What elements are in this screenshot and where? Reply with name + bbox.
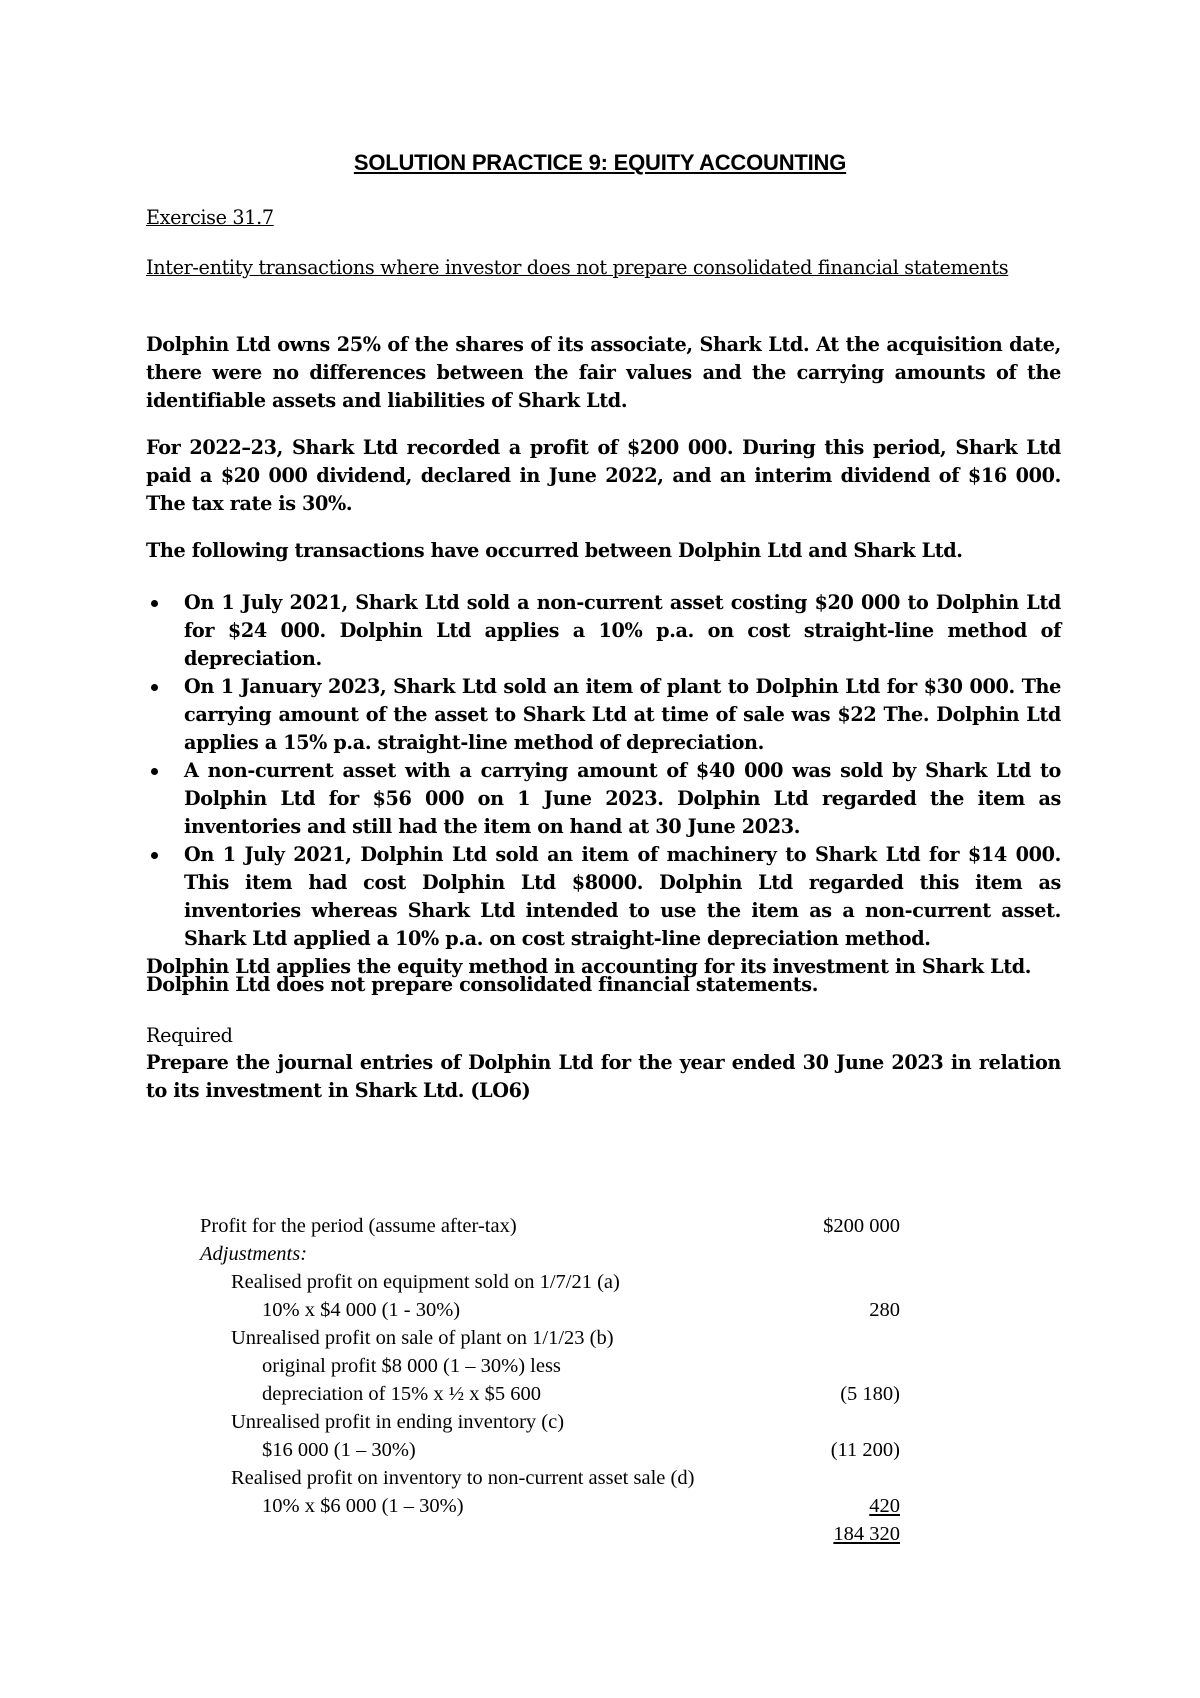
- subheading-text: Inter-entity transactions where investor does not prepare consolidated financial statements: [146, 256, 1009, 279]
- adjustment-b-calc: original profit $8 000 (1 – 30%) less: [262, 1355, 561, 1377]
- paragraph-profit: For 2022–23, Shark Ltd recorded a profit of $200 000. During this period, Shark Ltd paid a $20 000 dividend, declared in June 2022, and an interim dividend of $16 000. The tax rate is 30%.: [146, 436, 1061, 515]
- table-row: [200, 1352, 900, 1380]
- adjustment-b-calc: depreciation of 15% x ½ x $5 600: [262, 1383, 541, 1405]
- table-row: [200, 1464, 900, 1492]
- adjustment-c-label: Unrealised profit in ending inventory (c): [231, 1411, 565, 1433]
- list-item-text: On 1 July 2021, Dolphin Ltd sold an item of machinery to Shark Ltd for $14 000. This item had cost Dolphin Ltd $8000. Dolphin Ltd regarded this item as inventories whereas Shark Ltd intended to use the item as a non-current asset. Shark Ltd applied a 10% p.a. on cost straight-line depreciation method.: [184, 843, 1061, 950]
- table-row: [200, 1324, 900, 1352]
- table-row: [200, 1408, 900, 1436]
- profit-label: Profit for the period (assume after-tax): [200, 1215, 517, 1237]
- table-row: [200, 1520, 900, 1548]
- profit-amount: $200 000: [823, 1215, 900, 1237]
- table-row: [200, 1240, 900, 1268]
- list-item: [146, 757, 1061, 841]
- adjustment-b-label: Unrealised profit on sale of plant on 1/1/23 (b): [231, 1327, 614, 1349]
- required-text: Prepare the journal entries of Dolphin Ltd for the year ended 30 June 2023 in relation to its investment in Shark Ltd. (LO6): [146, 1051, 1061, 1102]
- subheading: [146, 254, 1061, 282]
- bullet-icon: [151, 852, 158, 859]
- table-row: [200, 1492, 900, 1520]
- adjustment-a-calc: 10% x $4 000 (1 - 30%): [262, 1299, 461, 1321]
- paragraph-associate: Dolphin Ltd owns 25% of the shares of its associate, Shark Ltd. At the acquisition date, there were no differences between the fair values and the carrying amounts of the identifiable assets and liabilities of Shark Ltd.: [146, 333, 1061, 412]
- required-label: Required: [146, 1024, 233, 1047]
- equity-method-note: Dolphin Ltd applies the equity method in accounting for its investment in Shark Ltd.: [146, 955, 1032, 978]
- exercise-heading: [146, 204, 1061, 232]
- list-item-text: A non-current asset with a carrying amount of $40 000 was sold by Shark Ltd to Dolphin Ltd for $56 000 on 1 June 2023. Dolphin Ltd regarded the item as inventories and still had the item on hand at 30 June 2023.: [184, 759, 1061, 838]
- adjustment-a-amount: 280: [869, 1299, 900, 1321]
- table-row: [200, 1268, 900, 1296]
- list-item: [146, 841, 1061, 953]
- page-title: SOLUTION PRACTICE 9: EQUITY ACCOUNTING: [353, 150, 847, 175]
- table-row: [200, 1436, 900, 1464]
- profit-adjustment-calculation: [200, 1212, 900, 1548]
- total-amount: [780, 1520, 900, 1548]
- adjustment-d-label: Realised profit on inventory to non-current asset sale (d): [231, 1467, 695, 1489]
- adjustment-d-amount: [780, 1492, 900, 1520]
- bullet-icon: [151, 768, 158, 775]
- paragraph-transactions-intro: The following transactions have occurred between Dolphin Ltd and Shark Ltd.: [146, 539, 963, 562]
- table-row: [200, 1296, 900, 1324]
- bullet-icon: [151, 684, 158, 691]
- adjustments-label: Adjustments:: [200, 1243, 308, 1265]
- bullet-icon: [151, 600, 158, 607]
- adjustment-d-value: 420: [869, 1495, 900, 1517]
- no-consolidation-note: Dolphin Ltd does not prepare consolidated financial statements.: [146, 973, 819, 996]
- list-item-text: On 1 January 2023, Shark Ltd sold an item of plant to Dolphin Ltd for $30 000. The carrying amount of the asset to Shark Ltd at time of sale was $22 The. Dolphin Ltd applies a 15% p.a. straight-line method of depreciation.: [184, 675, 1061, 754]
- adjustment-d-calc: 10% x $6 000 (1 – 30%): [262, 1495, 464, 1517]
- exercise-number: Exercise 31.7: [146, 206, 274, 229]
- list-item: [146, 589, 1061, 673]
- table-row: [200, 1212, 900, 1240]
- adjustment-c-calc: $16 000 (1 – 30%): [262, 1439, 416, 1461]
- table-row: [200, 1380, 900, 1408]
- adjustment-c-amount: (11 200): [830, 1439, 900, 1461]
- list-item-text: On 1 July 2021, Shark Ltd sold a non-current asset costing $20 000 to Dolphin Ltd for $24 000. Dolphin Ltd applies a 10% p.a. on cost straight-line method of depreciation.: [184, 591, 1061, 670]
- list-item: [146, 673, 1061, 757]
- adjustment-a-label: Realised profit on equipment sold on 1/7/21 (a): [231, 1271, 620, 1293]
- adjustment-b-amount: (5 180): [840, 1383, 900, 1405]
- transactions-list: [146, 589, 1061, 981]
- total-value: 184 320: [833, 1523, 900, 1545]
